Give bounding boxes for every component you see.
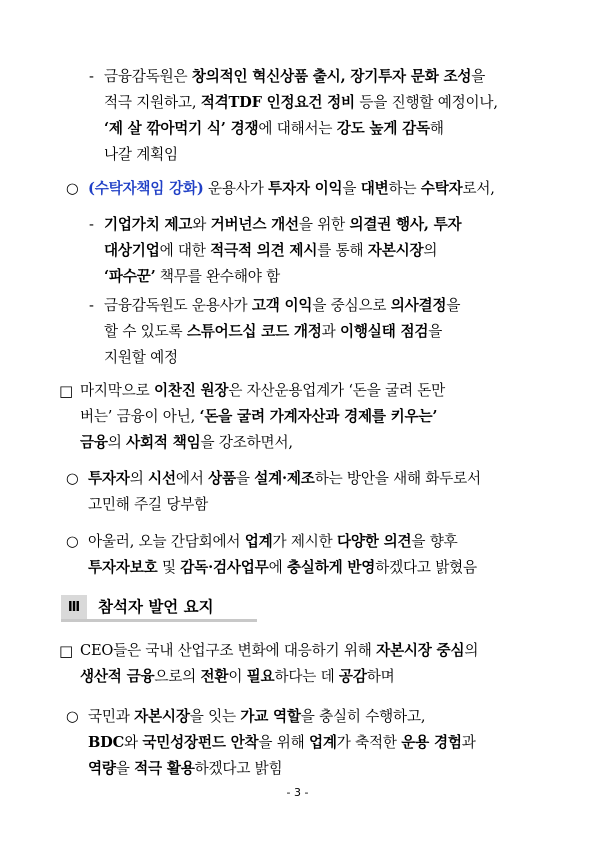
bold-text-run: 필요 bbox=[246, 668, 275, 685]
bold-text-run: 기업가치 제고 bbox=[104, 216, 193, 233]
text-line bbox=[88, 492, 481, 518]
text-run: 하며 bbox=[366, 668, 395, 685]
text-line bbox=[88, 176, 495, 202]
text-run: 을 bbox=[446, 297, 461, 314]
text-run: 을 bbox=[235, 470, 255, 487]
text-run: 의 bbox=[464, 642, 479, 659]
paragraph bbox=[88, 704, 476, 782]
section-header bbox=[61, 595, 257, 621]
section-number: Ⅲ bbox=[61, 595, 87, 621]
text-line bbox=[88, 529, 477, 555]
text-line bbox=[104, 90, 498, 116]
text-run: 하는 bbox=[388, 180, 421, 197]
text-run: 과 bbox=[321, 323, 340, 340]
text-run: 하다는 데 bbox=[274, 668, 339, 685]
text-run: 운용사가 bbox=[203, 180, 269, 197]
bold-text-run: 국민성장펀드 안착 bbox=[142, 734, 259, 751]
bold-text-run: 이찬진 원장 bbox=[153, 382, 229, 399]
bold-text-run: 상품 bbox=[208, 470, 236, 487]
text-run: 을 중심으로 bbox=[312, 297, 391, 314]
bold-text-run: 적격TDF 인정요건 정비 bbox=[200, 94, 355, 111]
text-run: 와 bbox=[124, 734, 143, 751]
text-run: 의 bbox=[129, 470, 149, 487]
bold-text-run: ‘파수꾼’ bbox=[104, 268, 156, 285]
dash-marker: - bbox=[89, 216, 94, 233]
bold-text-run: 사회적 책임 bbox=[126, 434, 201, 451]
text-run: 해 bbox=[429, 120, 444, 137]
text-run: 나갈 계획임 bbox=[104, 146, 178, 163]
bold-text-run: 투자자 이익 bbox=[268, 180, 343, 197]
text-run: 의 bbox=[423, 242, 438, 259]
text-run: 아울러, 오늘 간담회에서 bbox=[88, 533, 245, 550]
bold-text-run: 역량 bbox=[88, 760, 116, 777]
text-run: 할 수 있도록 bbox=[104, 323, 187, 340]
bold-text-run: 감독·검사업무 bbox=[180, 559, 269, 576]
text-run: 의 bbox=[107, 434, 127, 451]
text-line bbox=[104, 264, 461, 290]
bold-text-run: 대변 bbox=[360, 180, 389, 197]
text-line bbox=[104, 293, 460, 319]
text-run: 을 잇는 bbox=[189, 708, 241, 725]
bold-text-run: 업계 bbox=[244, 533, 273, 550]
bold-text-run: 시선 bbox=[148, 470, 176, 487]
paragraph bbox=[88, 529, 477, 581]
text-run: 을 강조하면서, bbox=[200, 434, 293, 451]
bold-text-run: 의사결정 bbox=[390, 297, 447, 314]
bold-text-run: 자본시장 bbox=[367, 242, 424, 259]
bold-text-run: 자본시장 중심 bbox=[376, 642, 465, 659]
text-run: 을 bbox=[115, 760, 135, 777]
text-line bbox=[104, 142, 498, 168]
circle-marker: ○ bbox=[66, 470, 79, 487]
bold-text-run: 대상기업 bbox=[104, 242, 160, 259]
text-run: 에 bbox=[268, 559, 287, 576]
text-run: 을 위해 bbox=[258, 734, 309, 751]
page-number: - 3 - bbox=[286, 786, 309, 799]
bold-text-run: 스튜어드십 코드 개정 bbox=[186, 323, 322, 340]
text-run: 을 bbox=[428, 323, 443, 340]
bold-text-run: 충실하게 반영 bbox=[286, 559, 376, 576]
bold-text-run: 적극적 의견 제시 bbox=[210, 242, 318, 259]
bold-text-run: 설계·제조 bbox=[254, 470, 315, 487]
text-run: 버는’ 금융이 아닌, bbox=[80, 408, 200, 425]
text-line bbox=[88, 730, 476, 756]
paragraph bbox=[88, 466, 481, 518]
text-line bbox=[80, 638, 478, 664]
bold-text-run: 자본시장 bbox=[134, 708, 190, 725]
paragraph bbox=[104, 212, 461, 290]
text-run: 하는 방안을 새해 화두로서 bbox=[314, 470, 481, 487]
text-run: 및 bbox=[157, 559, 181, 576]
text-run: 적극 지원하고, bbox=[104, 94, 201, 111]
text-line bbox=[88, 466, 481, 492]
text-run: 으로의 bbox=[154, 668, 201, 685]
text-line bbox=[104, 345, 460, 371]
bold-text-run: 투자자 bbox=[88, 470, 130, 487]
text-run: 을 bbox=[471, 68, 486, 85]
bold-text-run: 다양한 의견 bbox=[337, 533, 412, 550]
square-marker: □ bbox=[59, 642, 74, 660]
bold-text-run: 강도 높게 감독 bbox=[336, 120, 430, 137]
text-run: 을 충실히 수행하고, bbox=[300, 708, 426, 725]
paragraph bbox=[88, 176, 495, 202]
bold-text-run: 업계 bbox=[309, 734, 337, 751]
circle-marker: ○ bbox=[66, 708, 79, 725]
bold-text-run: 수탁자 bbox=[420, 180, 463, 197]
text-run: 가 축적한 bbox=[336, 734, 402, 751]
text-run: 금융감독원도 운용사가 bbox=[104, 297, 252, 314]
bold-text-run: 공감 bbox=[338, 668, 367, 685]
text-line bbox=[104, 319, 460, 345]
bold-text-run: 생산적 금융 bbox=[80, 668, 155, 685]
section-title: 참석자 발언 요지 bbox=[98, 598, 214, 616]
bold-text-run: (수탁자책임 강화) bbox=[88, 180, 204, 197]
text-run: 하겠다고 밝혔음 bbox=[375, 559, 477, 576]
dash-marker: - bbox=[89, 68, 94, 85]
text-line bbox=[80, 664, 478, 690]
bold-text-run: 의결권 행사, 투자 bbox=[349, 216, 462, 233]
paragraph bbox=[80, 638, 478, 690]
text-run: 금융감독원은 bbox=[104, 68, 192, 85]
bold-text-run: 적극 활용 bbox=[134, 760, 195, 777]
bold-text-run: ‘제 살 깎아먹기 식’ 경쟁 bbox=[104, 120, 259, 137]
text-run: 가 제시한 bbox=[272, 533, 337, 550]
text-run: 하겠다고 밝힘 bbox=[194, 760, 283, 777]
bold-text-run: 이행실태 점검 bbox=[340, 323, 429, 340]
text-line bbox=[80, 378, 445, 404]
section-underline bbox=[61, 619, 257, 622]
dash-marker: - bbox=[89, 297, 94, 314]
text-run: 을 향후 bbox=[411, 533, 458, 550]
text-run: 국민과 bbox=[88, 708, 135, 725]
bold-text-run: 전환 bbox=[200, 668, 229, 685]
square-marker: □ bbox=[59, 382, 74, 400]
text-run: 마지막으로 bbox=[80, 382, 154, 399]
text-line bbox=[104, 64, 498, 90]
text-run: 고민해 주길 당부함 bbox=[88, 496, 209, 513]
paragraph bbox=[104, 64, 498, 168]
paragraph bbox=[104, 293, 460, 371]
text-line bbox=[80, 404, 445, 430]
bold-text-run: 투자자보호 bbox=[88, 559, 158, 576]
text-run: 책무를 완수해야 함 bbox=[155, 268, 280, 285]
text-run: 과 bbox=[461, 734, 476, 751]
text-line bbox=[80, 430, 445, 456]
text-run: 에서 bbox=[175, 470, 209, 487]
text-line bbox=[88, 555, 477, 581]
text-run: 등을 진행할 예정이나, bbox=[354, 94, 498, 111]
bold-text-run: 운용 경험 bbox=[401, 734, 462, 751]
bold-text-run: ‘돈을 굴려 가계자산과 경제를 키우는’ bbox=[199, 408, 438, 425]
text-line bbox=[104, 212, 461, 238]
bold-text-run: 거버넌스 개선 bbox=[210, 216, 299, 233]
bold-text-run: 금융 bbox=[80, 434, 108, 451]
text-line bbox=[104, 116, 498, 142]
text-run: 와 bbox=[192, 216, 211, 233]
circle-marker: ○ bbox=[66, 533, 79, 550]
text-run: 로서, bbox=[462, 180, 495, 197]
text-line bbox=[104, 238, 461, 264]
text-run: 지원할 예정 bbox=[104, 349, 178, 366]
paragraph bbox=[80, 378, 445, 456]
circle-marker: ○ bbox=[66, 180, 79, 197]
text-run: 을 위한 bbox=[298, 216, 350, 233]
bold-text-run: 가교 역할 bbox=[240, 708, 301, 725]
text-run: 에 대한 bbox=[159, 242, 211, 259]
text-line bbox=[88, 704, 476, 730]
text-run: 를 통해 bbox=[317, 242, 368, 259]
text-run: 을 bbox=[342, 180, 361, 197]
text-run: 이 bbox=[228, 668, 247, 685]
bold-text-run: 창의적인 혁신상품 출시, 장기투자 문화 조성 bbox=[191, 68, 472, 85]
bold-text-run: 고객 이익 bbox=[251, 297, 313, 314]
bold-text-run: BDC bbox=[88, 734, 125, 751]
text-run: CEO들은 국내 산업구조 변화에 대응하기 위해 bbox=[80, 642, 377, 659]
text-run: 은 자산운용업계가 ‘돈을 굴려 돈만 bbox=[228, 382, 446, 399]
text-run: 에 대해서는 bbox=[258, 120, 337, 137]
text-line bbox=[88, 756, 476, 782]
